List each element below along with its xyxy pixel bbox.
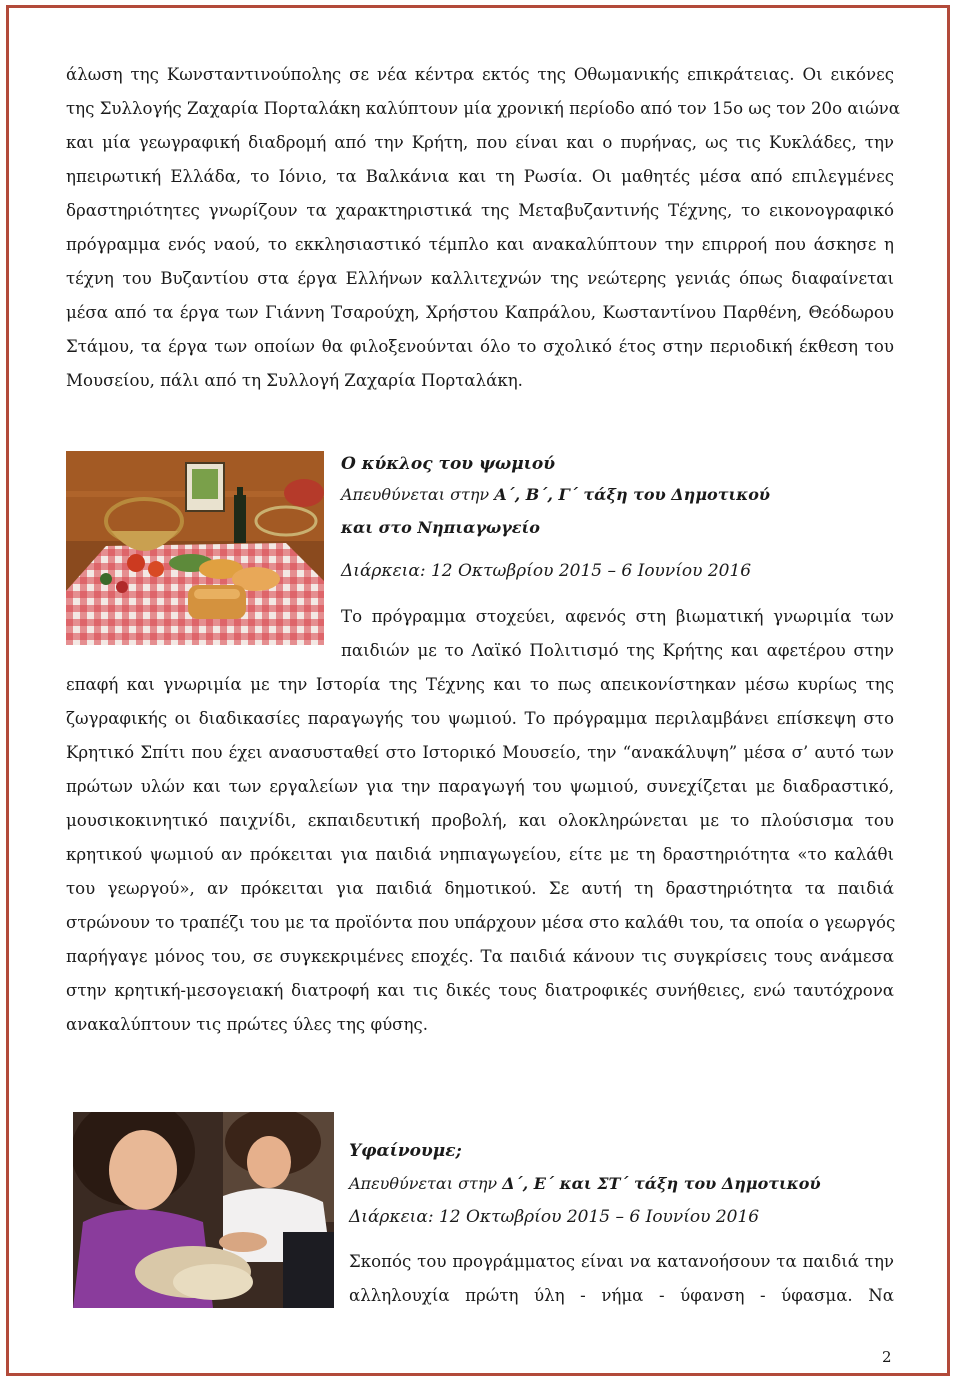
text-line: του γεωργού», αν πρόκειται για παιδιά δημοτικού. Σε αυτή τη δραστηριότητα τα παιδιά [66, 879, 894, 898]
text-line: ζωγραφικής οι διαδικασίες παραγωγής του ψωμιού. Το πρόγραμμα περιλαμβάνει επίσκεψη στο [66, 709, 894, 728]
program2-audience [349, 1166, 909, 1202]
text-line: μέσα από τα έργα των Γιάννη Τσαρούχη, Χρήστου Καπράλου, Κωσταντίνου Παρθένη, Θεόδωρου [66, 303, 894, 322]
program1-title: Ο κύκλος του ψωμιού [341, 454, 556, 474]
text-line: μουσικοκινητικό παιχνίδι, εκπαιδευτική προβολή, και ολοκληρώνεται με το πλούσισμα του [66, 811, 894, 830]
program1-duration: Διάρκεια: 12 Οκτωβρίου 2015 – 6 Ιουνίου 2016 [341, 561, 752, 581]
text-line: πρώτων υλών και των εργαλείων για την παραγωγή του ψωμιού, συνεχίζεται με διαδραστικό, [66, 777, 894, 796]
page-number: 2 [882, 1348, 892, 1366]
text-line: παιδιών με το Λαϊκό Πολιτισμό της Κρήτης και αφετέρου στην [341, 641, 894, 660]
text-line: και μία γεωγραφική διαδρομή από την Κρήτη, που είναι και ο πυρήνας, ως τις Κυκλάδες, την [66, 133, 894, 152]
program1-heading [341, 450, 901, 586]
program2-duration: Διάρκεια: 12 Οκτωβρίου 2015 – 6 Ιουνίου 2016 [349, 1207, 760, 1227]
text-line: Σκοπός του προγράμματος είναι να κατανοήσουν τα παιδιά την [349, 1252, 894, 1271]
text-line: Μουσείου, πάλι από τη Συλλογή Ζαχαρία Πορταλάκη. [66, 371, 523, 390]
text-line: άλωση της Κωνσταντινούπολης σε νέα κέντρα εκτός της Οθωμανικής επικράτειας. Οι εικόνες [66, 65, 894, 84]
text-line: της Συλλογής Ζαχαρία Πορταλάκη καλύπτουν μία χρονική περίοδο από τον 15ο ως τον 20ο αιώνα [66, 99, 900, 118]
program1-paragraph-start [341, 600, 894, 668]
program1-audience-kindergarten: και στο Νηπιαγωγείο [341, 518, 540, 537]
text-line: πρόγραμμα ενός ναού, το εκκλησιαστικό τέμπλο και ανακαλύπτουν την επιρροή που άσκησε η [66, 235, 894, 254]
program1-audience [341, 478, 901, 512]
intro-paragraph [66, 58, 900, 398]
text-line: τέχνη του Βυζαντίου στα έργα Ελλήνων καλλιτεχνών της νεώτερης γενιάς όπως διαφαίνεται [66, 269, 894, 288]
text-line: στην κρητική-μεσογειακή διατροφή και τις δικές τους διατροφικές συνήθειες, ενώ ταυτόχρονα [66, 981, 894, 1000]
text-line: Το πρόγραμμα στοχεύει, αφενός στη βιωματική γνωριμία των [341, 607, 894, 626]
text-line: δραστηριότητες γνωρίζουν τα χαρακτηριστικά της Μεταβυζαντινής Τέχνης, το εικονογραφικό [66, 201, 894, 220]
children-weaving-photo [73, 1112, 334, 1308]
text-line: Στάμου, τα έργα των οποίων θα φιλοξενούνται όλο το σχολικό έτος στην περιοδική έκθεση του [66, 337, 894, 356]
text-line: παρήγαγε μόνος του, σε συγκεκριμένες εποχές. Τα παιδιά κάνουν τις συγκρίσεις τους ανάμεσα [66, 947, 894, 966]
program2-title: Υφαίνουμε; [349, 1141, 462, 1161]
bread-basket-photo [66, 451, 324, 645]
program1-audience-prefix: Απευθύνεται στην [341, 485, 495, 504]
program2-paragraph [349, 1245, 894, 1313]
text-line: ανακαλύπτουν τις πρώτες ύλες της φύσης. [66, 1015, 428, 1034]
text-line: επαφή και γνωριμία με την Ιστορία της Τέχνης και το πως απεικονίστηκαν μέσω κυρίως της [66, 675, 894, 694]
text-line: αλληλουχία πρώτη ύλη - νήμα - ύφανση - ύφασμα. Να [349, 1286, 894, 1305]
program2-heading [349, 1136, 909, 1232]
program1-paragraph [66, 668, 894, 1042]
program2-audience-prefix: Απευθύνεται στην [349, 1174, 503, 1193]
text-line: κρητικού ψωμιού αν πρόκειται για παιδιά νηπιαγωγείου, είτε με τη δραστηριότητα «το καλάθι [66, 845, 894, 864]
program1-audience-grades: Α΄, Β΄, Γ΄ τάξη του Δημοτικού [494, 485, 770, 504]
program2-audience-grades: Δ΄, Ε΄ και ΣΤ΄ τάξη του Δημοτικού [502, 1174, 821, 1193]
text-line: στρώνουν το τραπέζι του με τα προϊόντα που υπάρχουν μέσα στο καλάθι του, τα οποία ο γεωργός [66, 913, 896, 932]
text-line: Κρητικό Σπίτι που έχει ανασυσταθεί στο Ιστορικό Μουσείο, την “ανακάλυψη” μέσα σ’ αυτό των [66, 743, 894, 762]
text-line: ηπειρωτική Ελλάδα, το Ιόνιο, τα Βαλκάνια και τη Ρωσία. Οι μαθητές μέσα από επιλεγμένες [66, 167, 894, 186]
